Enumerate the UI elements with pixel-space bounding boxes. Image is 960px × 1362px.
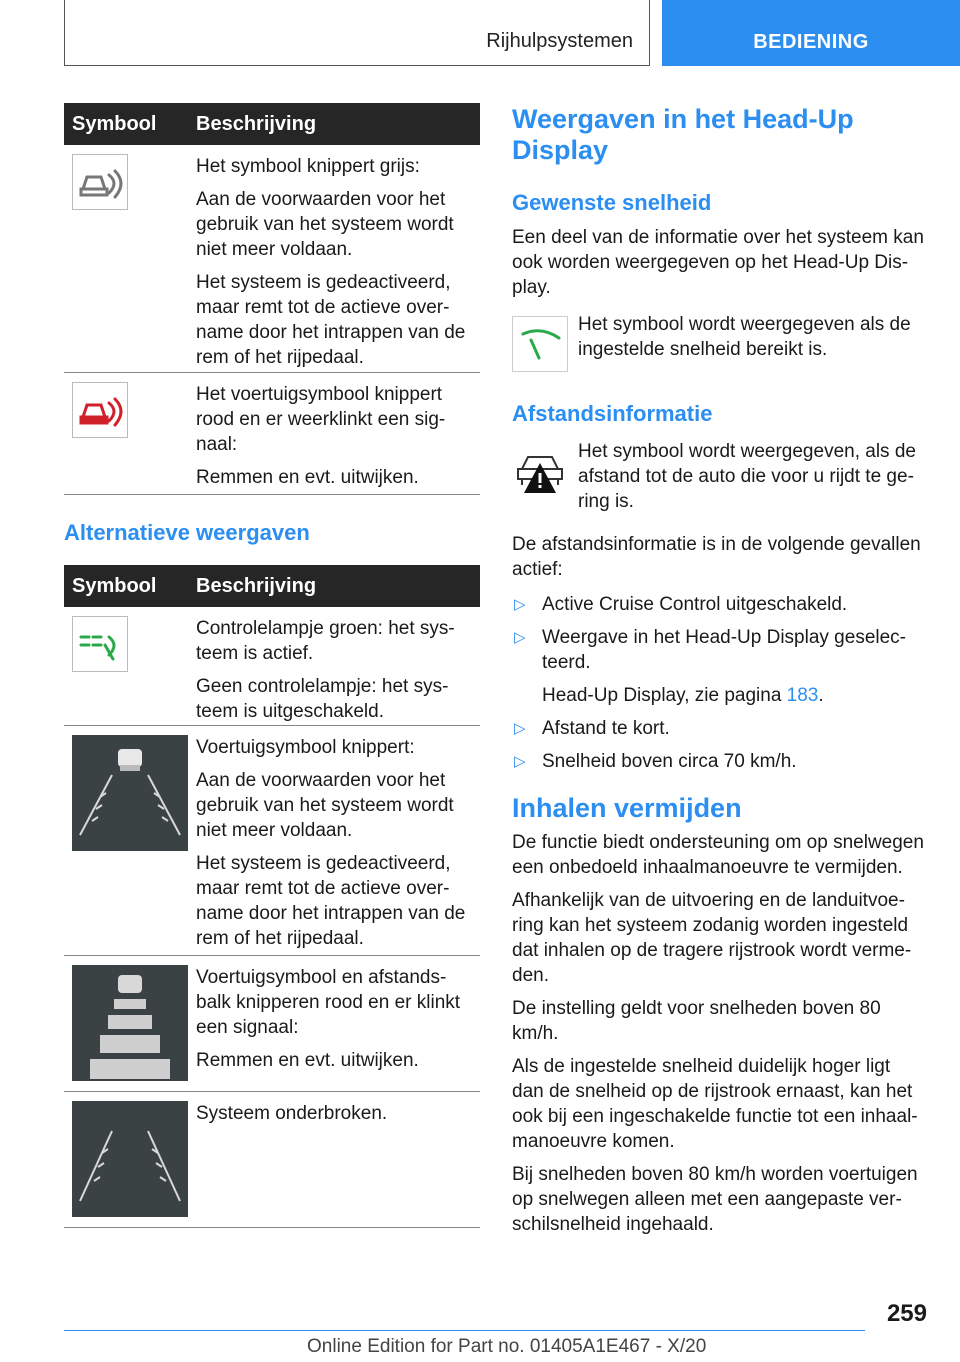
list-item bbox=[512, 749, 926, 774]
cross-reference bbox=[512, 683, 926, 708]
paragraph: Afhankelijk van de uitvoering en de landuitvoering kan het systeem zodanig worden ingesteld dat inhalen op de tragere rijstrook wordt vermeden. bbox=[512, 890, 912, 986]
table-row bbox=[64, 145, 480, 373]
desc-line: Voertuigsymbool en afstandsbalk knipperen rood en er klinkt een signaal: bbox=[196, 967, 461, 1038]
header-chapter-title: BEDIENING bbox=[753, 31, 869, 53]
header-chapter-tab bbox=[662, 0, 960, 66]
heading-speed: Gewenste snelheid bbox=[512, 190, 712, 215]
paragraph: Het symbool wordt weergegeven, als de afstand tot de auto die voor u rijdt te gering is. bbox=[578, 441, 916, 512]
section-title-alternatives: Alternatieve weergaven bbox=[64, 520, 310, 545]
desc-line: Het voertuigsymbool knippert rood en er weerklinkt een signaal: bbox=[196, 384, 446, 455]
col-desc-header: Beschrijving bbox=[196, 113, 317, 135]
speed-reached-icon bbox=[512, 316, 568, 372]
symbol-table-1 bbox=[64, 103, 480, 495]
desc-line: Systeem onderbroken. bbox=[196, 1103, 388, 1124]
vehicle-gray-icon bbox=[72, 154, 128, 210]
heading-hud: Weergaven in het Head-Up Display bbox=[512, 104, 854, 165]
table-row bbox=[64, 373, 480, 495]
paragraph: De instelling geldt voor snelheden boven 80 km/h. bbox=[512, 998, 881, 1044]
lane-view-car-icon bbox=[72, 735, 188, 851]
col-symbol-header: Symbool bbox=[72, 113, 157, 135]
paragraph: De functie biedt ondersteuning om op snelwegen een onbedoeld inhaalmanoeuvre te vermijden. bbox=[512, 832, 924, 878]
table-header bbox=[64, 565, 480, 607]
heading-overtake: Inhalen vermijden bbox=[512, 793, 742, 823]
list-item bbox=[512, 716, 926, 741]
vehicle-green-icon bbox=[72, 616, 128, 672]
col-symbol-header: Symbool bbox=[72, 575, 157, 597]
paragraph: Als de ingestelde snelheid duidelijk hoger ligt dan de snelheid op de rijstrook ernaast, kan het ook bij een ingeschakelde functie tot een inhaalmanoeuvre komen. bbox=[512, 1056, 918, 1152]
desc-line: Het symbool knippert grijs: bbox=[196, 156, 420, 177]
table-header bbox=[64, 103, 480, 145]
paragraph: Het symbool wordt weergegeven als de ingestelde snelheid bereikt is. bbox=[578, 314, 911, 360]
triangle-bullet-icon: ▷ bbox=[514, 753, 526, 770]
paragraph: De afstandsinformatie is in de volgende gevallen actief: bbox=[512, 534, 921, 580]
paragraph: Een deel van de informatie over het systeem kan ook worden weergegeven op het Head-Up Display. bbox=[512, 227, 924, 298]
distance-block bbox=[512, 439, 926, 782]
overtake-block bbox=[512, 830, 926, 1245]
bullet-text: Snelheid boven circa 70 km/h. bbox=[542, 751, 797, 772]
bullet-text: Weergave in het Head-Up Display geselecteerd. bbox=[542, 627, 906, 673]
desc-line: Aan de voorwaarden voor het gebruik van het systeem wordt niet meer voldaan. bbox=[196, 189, 454, 260]
footer-divider bbox=[64, 1330, 865, 1331]
triangle-bullet-icon: ▷ bbox=[514, 629, 526, 646]
heading-distance: Afstandsinformatie bbox=[512, 401, 713, 426]
triangle-bullet-icon: ▷ bbox=[514, 596, 526, 613]
lane-view-bars-icon bbox=[72, 965, 188, 1081]
table-row bbox=[64, 956, 480, 1092]
speed-block bbox=[512, 225, 926, 370]
speed-icon-paragraph bbox=[512, 312, 926, 362]
page-number: 259 bbox=[886, 1300, 927, 1327]
col-desc-header: Beschrijving bbox=[196, 575, 317, 597]
ref-text: Head-Up Display, zie pagina bbox=[542, 685, 787, 706]
distance-warning-icon bbox=[512, 447, 568, 502]
desc-line: Aan de voorwaarden voor het gebruik van het systeem wordt niet meer voldaan. bbox=[196, 770, 454, 841]
header-section-box bbox=[64, 0, 650, 66]
list-item bbox=[512, 625, 926, 675]
distance-icon-paragraph bbox=[512, 439, 926, 514]
paragraph: Bij snelheden boven 80 km/h worden voertuigen op snelwegen alleen met een aangepaste verschilsnelheid ingehaald. bbox=[512, 1164, 918, 1235]
symbol-table-2 bbox=[64, 565, 480, 1228]
footer-edition: Online Edition for Part no. 01405A1E467 - X/20 bbox=[307, 1336, 707, 1357]
desc-line: Geen controlelampje: het systeem is uitgeschakeld. bbox=[196, 676, 449, 722]
bullet-text: Afstand te kort. bbox=[542, 718, 670, 739]
ref-end: . bbox=[818, 685, 824, 706]
header-section-title: Rijhulpsystemen bbox=[486, 30, 633, 52]
vehicle-red-icon bbox=[72, 382, 128, 438]
triangle-bullet-icon: ▷ bbox=[514, 720, 526, 737]
page-link[interactable]: 183 bbox=[786, 685, 819, 706]
desc-line: Controlelampje groen: het systeem is actief. bbox=[196, 618, 455, 664]
desc-line: Remmen en evt. uitwijken. bbox=[196, 1050, 419, 1071]
desc-line: Voertuigsymbool knippert: bbox=[196, 737, 415, 758]
table-row bbox=[64, 1092, 480, 1228]
list-item bbox=[512, 592, 926, 617]
desc-line: Het systeem is gedeactiveerd, maar remt tot de actieve overname door het intrappen van de rem of het rijpedaal. bbox=[196, 853, 466, 949]
table-row bbox=[64, 726, 480, 956]
table-row bbox=[64, 607, 480, 726]
desc-line: Het systeem is gedeactiveerd, maar remt tot de actieve overname door het intrappen van de rem of het rijpedaal. bbox=[196, 272, 466, 368]
desc-line: Remmen en evt. uitwijken. bbox=[196, 467, 419, 488]
bullet-text: Active Cruise Control uitgeschakeld. bbox=[542, 594, 848, 615]
lane-view-empty-icon bbox=[72, 1101, 188, 1217]
